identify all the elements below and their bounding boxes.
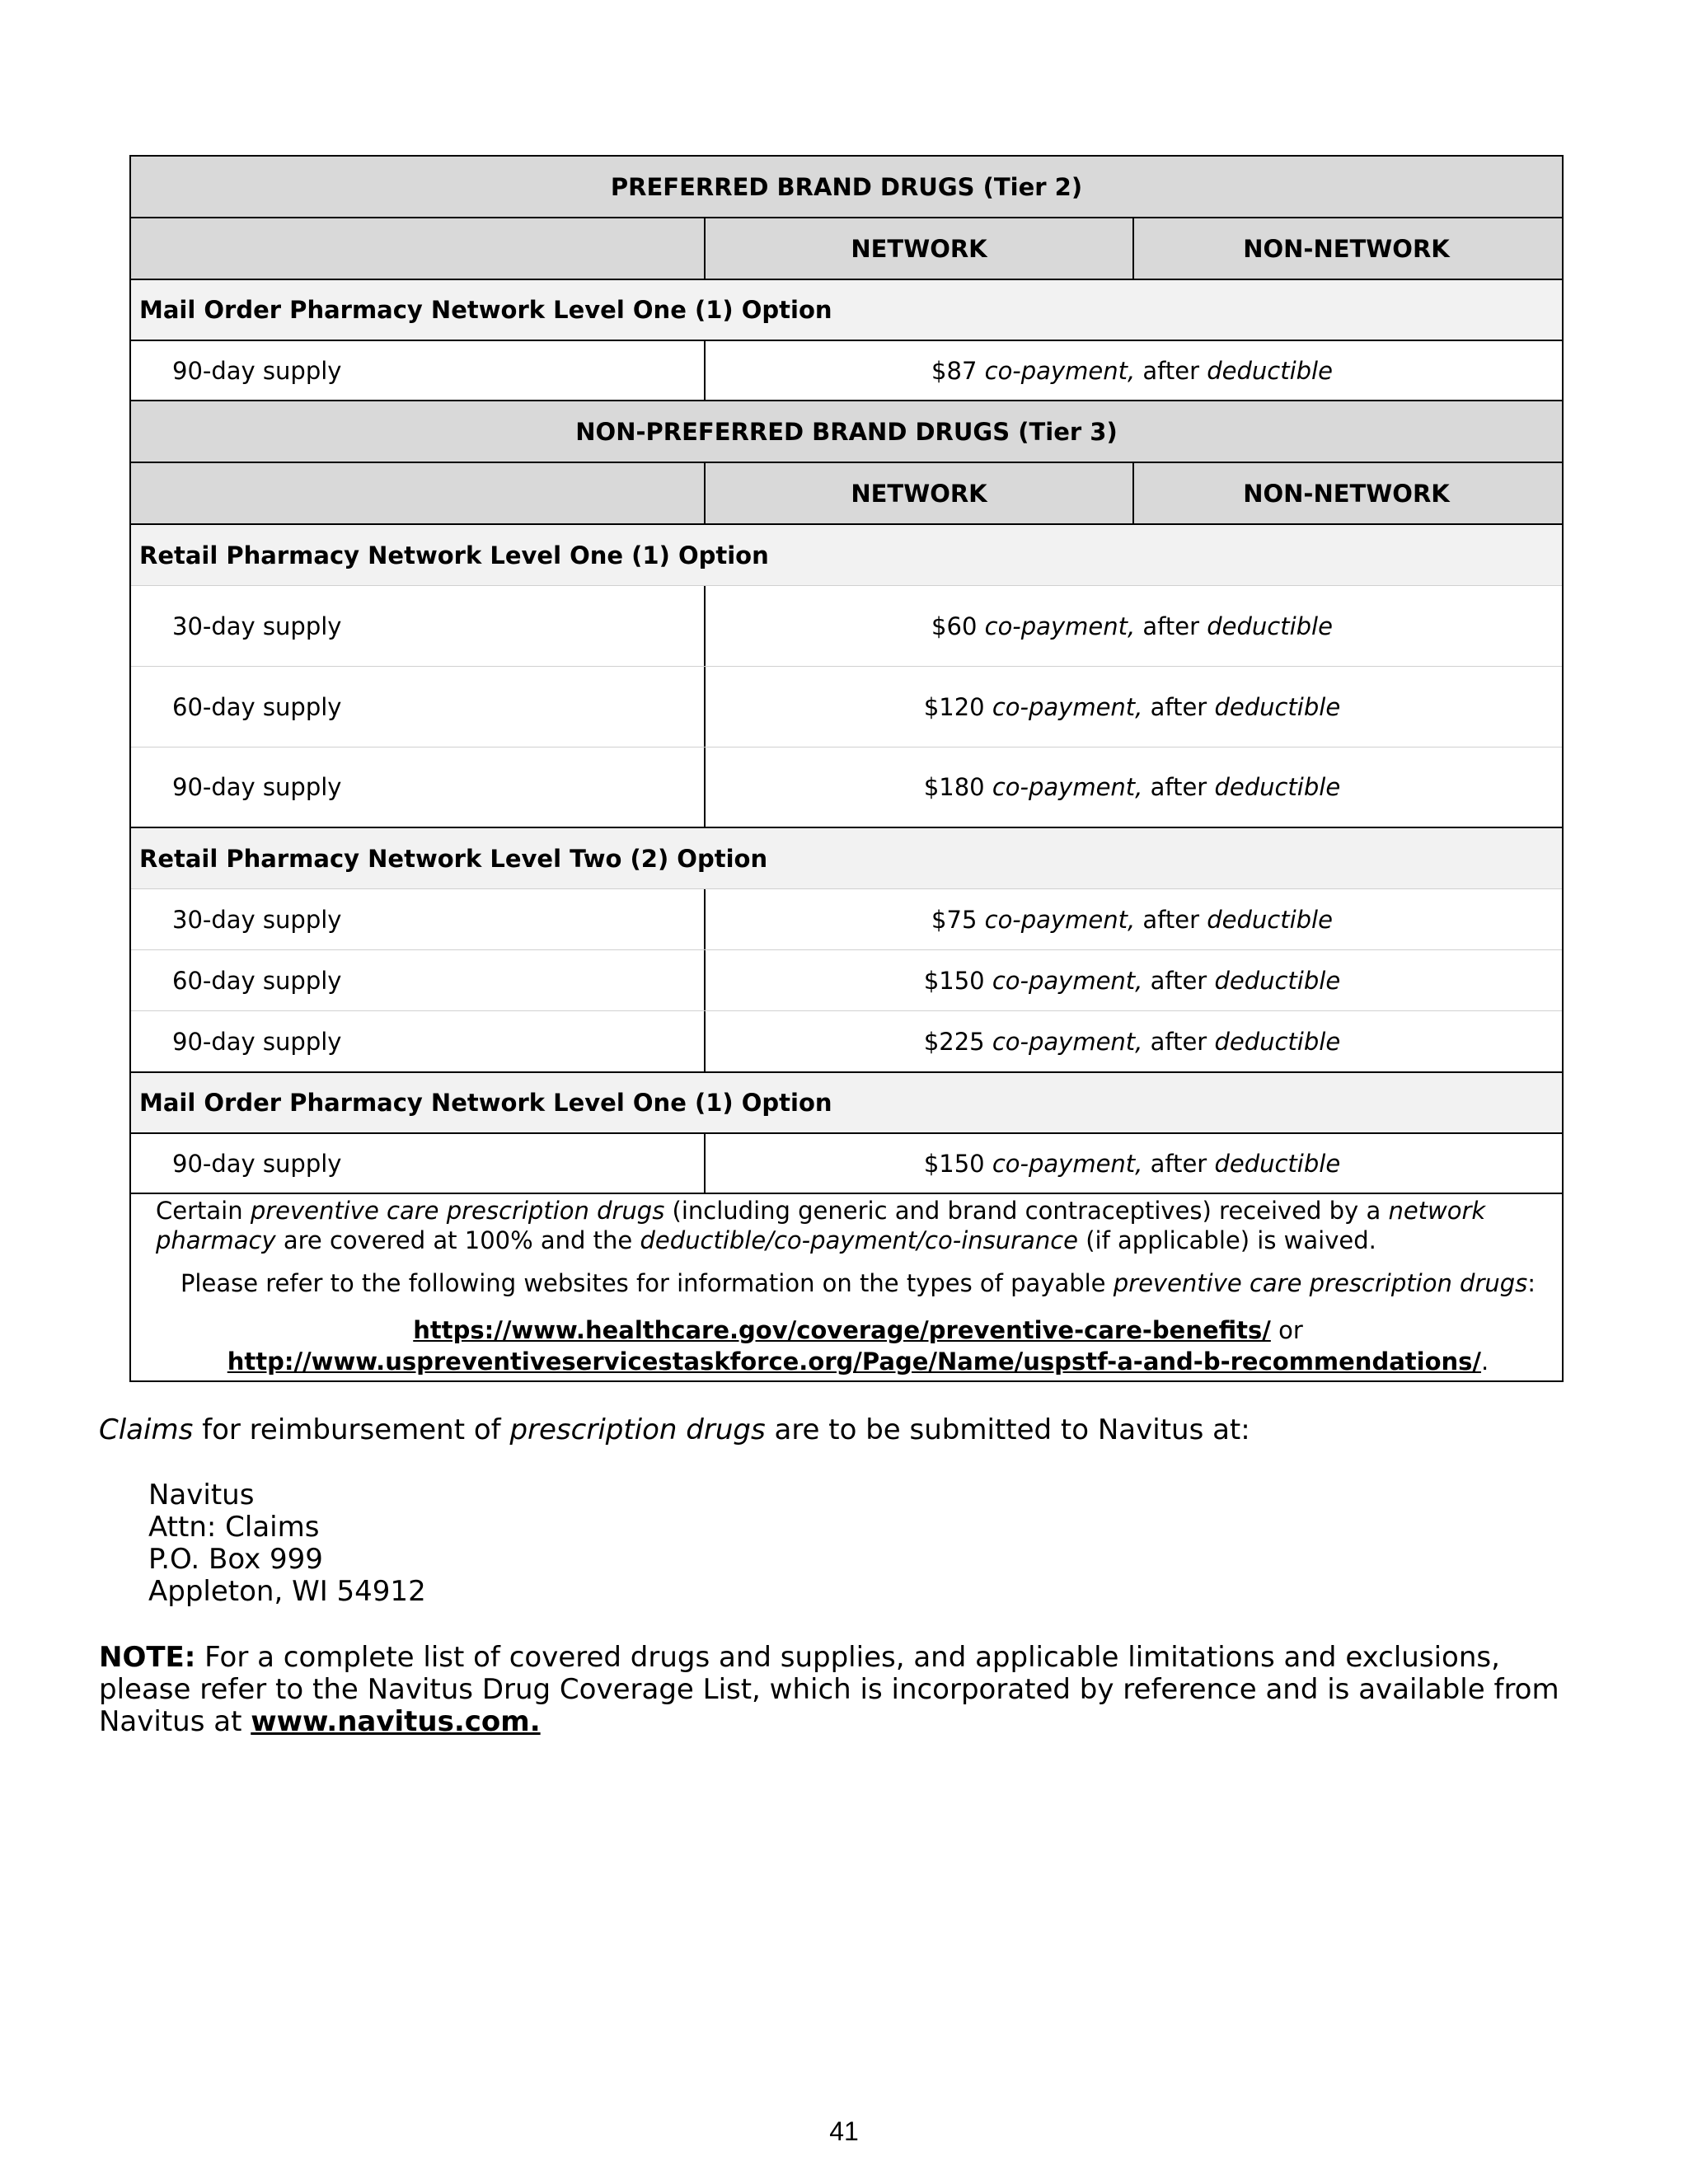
section-mail-order-tier3 [131, 1073, 1562, 1134]
mailing-address [148, 1479, 426, 1608]
preventive-care-paragraph: Certain preventive care prescription drugs (including generic and brand contraceptives) received by a network pharmacy are covered at 100% and the deductible/co-payment/co-insurance (if applicable) is waived. [156, 1197, 1486, 1254]
supply-label: 30-day supply [172, 612, 342, 640]
tier2-header-row [131, 157, 1562, 218]
table-row [131, 1134, 1562, 1194]
preventive-care-note [131, 1194, 1562, 1380]
address-line: Navitus [148, 1479, 255, 1511]
table-row [131, 950, 1562, 1011]
section-label: Retail Pharmacy Network Level Two (2) Option [139, 844, 768, 873]
section-label: Mail Order Pharmacy Network Level One (1) Option [139, 1089, 832, 1117]
drug-copay-table [129, 155, 1564, 1382]
copay-value: $60 co-payment, after deductible [704, 586, 1559, 666]
tier3-header-row [131, 401, 1562, 463]
supply-label: 60-day supply [172, 966, 342, 995]
blank-header-cell [131, 463, 704, 523]
tier2-column-header-row [131, 218, 1562, 280]
supply-label: 90-day supply [172, 773, 342, 801]
navitus-link[interactable]: www.navitus.com. [251, 1705, 541, 1738]
supply-label: 90-day supply [172, 356, 342, 385]
table-row [131, 667, 1562, 748]
section-label: Mail Order Pharmacy Network Level One (1) Option [139, 296, 832, 324]
supply-label: 90-day supply [172, 1027, 342, 1056]
non-network-column-header: NON-NETWORK [1132, 218, 1559, 279]
address-line: P.O. Box 999 [148, 1543, 323, 1576]
supply-label: 60-day supply [172, 692, 342, 721]
non-network-column-header: NON-NETWORK [1132, 463, 1559, 523]
claims-paragraph: Claims for reimbursement of prescription drugs are to be submitted to Navitus at: [99, 1413, 1250, 1446]
refer-paragraph: Please refer to the following websites for information on the types of payable preventive care prescription drugs: [180, 1269, 1536, 1297]
copay-value: $120 co-payment, after deductible [704, 667, 1559, 747]
address-line: Appleton, WI 54912 [148, 1575, 426, 1608]
copay-value: $87 co-payment, after deductible [704, 341, 1559, 400]
table-row [131, 341, 1562, 401]
blank-header-cell [131, 218, 704, 279]
copay-value: $225 co-payment, after deductible [704, 1011, 1559, 1071]
address-line: Attn: Claims [148, 1511, 320, 1544]
note-text: For a complete list of covered drugs and supplies, and applicable limitations and exclusions, please refer to the Navitus Drug Coverage List, which is incorporated by reference and is available from Navitus at [99, 1641, 1559, 1738]
section-retail-level-two [131, 828, 1562, 889]
section-retail-level-one [131, 525, 1562, 586]
table-row [131, 889, 1562, 950]
tier3-column-header-row [131, 463, 1562, 525]
coverage-note [99, 1642, 1599, 1738]
section-mail-order-tier2 [131, 280, 1562, 341]
copay-value: $150 co-payment, after deductible [704, 950, 1559, 1010]
table-row [131, 1011, 1562, 1073]
network-column-header: NETWORK [704, 218, 1132, 279]
note-label: NOTE: [99, 1641, 196, 1674]
copay-value: $150 co-payment, after deductible [704, 1134, 1559, 1193]
uspstf-link[interactable]: http://www.uspreventiveservicestaskforce.org/Page/Name/uspstf-a-and-b-recommendations/ [227, 1347, 1482, 1376]
links-paragraph: https://www.healthcare.gov/coverage/preventive-care-benefits/ or http://www.uspreventiveservicestaskforce.org/Page/Name/uspstf-a-and-b-recommendations/. [227, 1316, 1489, 1376]
tier3-title: NON-PREFERRED BRAND DRUGS (Tier 3) [575, 417, 1118, 446]
copay-value: $180 co-payment, after deductible [704, 748, 1559, 827]
supply-label: 90-day supply [172, 1149, 342, 1178]
network-column-header: NETWORK [704, 463, 1132, 523]
section-label: Retail Pharmacy Network Level One (1) Option [139, 541, 769, 569]
copay-value: $75 co-payment, after deductible [704, 889, 1559, 949]
healthcare-gov-link[interactable]: https://www.healthcare.gov/coverage/preventive-care-benefits/ [413, 1316, 1271, 1344]
table-row [131, 748, 1562, 828]
tier2-title: PREFERRED BRAND DRUGS (Tier 2) [610, 172, 1083, 201]
table-row [131, 586, 1562, 667]
page-number: 41 [829, 2116, 859, 2146]
supply-label: 30-day supply [172, 905, 342, 934]
